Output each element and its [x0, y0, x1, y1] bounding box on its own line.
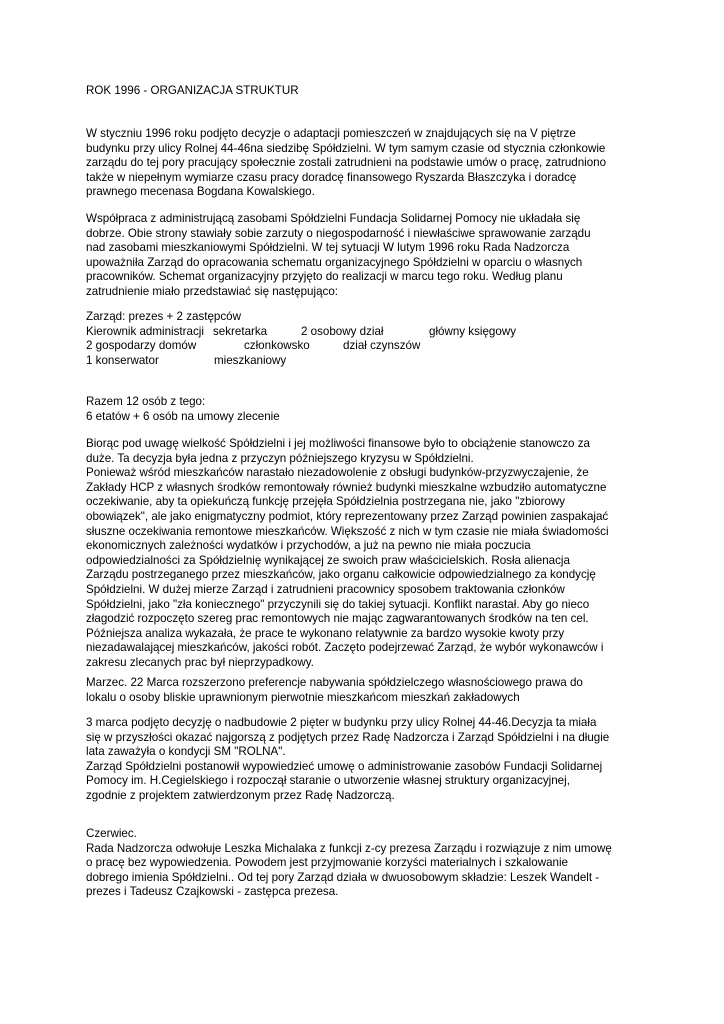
text-line: lokalu o osoby bliskie uprawnionym pierwotnie mieszkańcom mieszkań zakładowych	[86, 690, 520, 704]
text-line: 3 marca podjęto decyzję o nadbudowie 2 pięter w budynku przy ulicy Rolnej 44-46.Decyzja ta miała	[86, 716, 597, 729]
text-line: Współpraca z administrującą zasobami Spółdzielni Fundacja Solidarnej Pomocy nie układała się	[86, 212, 581, 225]
text-line: Spółdzielni, jako "zła koniecznego" przyczynili się do takiej sytuacji. Konflikt narastał. Aby go nieco	[86, 597, 590, 611]
org-row-3	[86, 354, 646, 369]
org-structure	[86, 310, 646, 368]
text-line: Biorąc pod uwagę wielkość Spółdzielni i jej możliwości finansowe było to obciążenie stanowczo za	[86, 437, 590, 450]
text-line: Spółdzielni. W dużej mierze Zarząd i zatrudnieni pracownicy sposobem traktowania członków	[86, 582, 565, 596]
text-line: oczekiwanie, aby ta opiekuńczą funkcję przejęła Spółdzielnia postrzegana nie, jako "zbiorowy	[86, 495, 566, 509]
totals	[86, 395, 646, 424]
text-line: zatrudnienie miało przedstawiać się następująco:	[86, 284, 338, 298]
org-cell: Kierownik administracji	[86, 324, 204, 338]
text-line: 6 etatów + 6 osób na umowy zlecenie	[86, 409, 280, 423]
text-line: ekonomicznych zależności wydatków i przychodów, a już na pewno nie miała poczucia	[86, 539, 531, 553]
text-line: Czerwiec.	[86, 827, 137, 840]
text-line: Ponieważ wśród mieszkańców narastało niezadowolenie z obsługi budynków-przyzwyczajenie, że	[86, 466, 589, 480]
text-line: Rada Nadzorcza odwołuje Leszka Michalaka z funkcji z-cy prezesa Zarządu i rozwiązuje z nim umowę	[86, 841, 612, 855]
paragraph-3	[86, 437, 646, 671]
text-line: niezadawalającej mieszkańców, jakości robót. Zaczęto podejrzewać Zarząd, że wybór wykonawców i	[86, 641, 604, 655]
org-cell: członkowsko	[244, 339, 310, 353]
org-cell: sekretarka	[213, 324, 268, 338]
text-line: złagodzić rozpoczęto szereg prac remontowych nie mając zagwarantowanych środków na ten cel.	[86, 612, 589, 626]
text-line: Późniejsza analiza wykazała, że prace te wykonano relatywnie za bardzo wysokie kwoty przy	[86, 626, 565, 640]
text-line: zarządu do tej pory pracujący społecznie zostali zatrudnieni na podstawie umów o pracę, zatrudniono	[86, 156, 607, 170]
text-line: Zakłady HCP z własnych środków remontowały również budynki mieszkalne wzbudziło automatyczne	[86, 480, 607, 494]
text-line: upoważniła Zarząd do opracowania schematu organizacyjnego Spółdzielni w oparciu o własnych	[86, 255, 583, 269]
org-cell: mieszkaniowy	[214, 353, 287, 367]
text-line: lata zaważyła o kondycji SM "ROLNA".	[86, 745, 286, 759]
text-line: pracowników. Schemat organizacyjny przyjęto do realizacji w marcu tego roku. Według planu	[86, 270, 563, 284]
org-cell: 1 konserwator	[86, 353, 159, 367]
org-row-2	[86, 339, 646, 354]
text-line: Razem 12 osób z tego:	[86, 395, 206, 408]
paragraph-6	[86, 827, 646, 900]
text-line: Pomocy im. H.Cegielskiego i rozpoczął staranie o utworzenie własnej struktury organizacyjnej,	[86, 774, 570, 788]
org-zarzad: Zarząd: prezes + 2 zastępców	[86, 310, 241, 323]
paragraph-1	[86, 127, 646, 200]
text-line: Marzec. 22 Marca rozszerzono preferencje nabywania spółdzielczego własnościowego prawa do	[86, 676, 583, 689]
text-line: obowiązek", ale jako enigmatyczny podmiot, który reprezentowany przez Zarząd powinien zaspakajać	[86, 509, 609, 523]
org-row-1	[86, 325, 646, 340]
text-line: prawnego mecenasa Bogdana Kowalskiego.	[86, 185, 315, 199]
text-line: prezes i Tadeusz Czajkowski - zastępca prezesa.	[86, 885, 339, 899]
document-title: ROK 1996 - ORGANIZACJA STRUKTUR	[86, 84, 299, 97]
text-line: zakresu zlecanych prac był nieprzypadkowy.	[86, 655, 314, 669]
text-line: o pracę bez wypowiedzenia. Powodem jest przyjmowanie korzyści materialnych i szkalowanie	[86, 856, 568, 870]
text-line: się w przyszłości okazać najgorszą z podjętych przez Radę Nadzorcza i Zarząd Spółdzielni i na długie	[86, 730, 610, 744]
org-cell: 2 osobowy dział	[301, 324, 384, 338]
text-line: duże. Ta decyzja była jedna z przyczyn późniejszego kryzysu w Spółdzielni.	[86, 451, 474, 465]
paragraph-5	[86, 716, 646, 804]
text-line: odpowiedzialności za Spółdzielnię wynikającej ze swoich praw właścicielskich. Rosła alienacja	[86, 553, 570, 567]
text-line: zgodnie z projektem zatwierdzonym przez Radę Nadzorczą.	[86, 788, 395, 802]
paragraph-4	[86, 676, 646, 705]
text-line: W styczniu 1996 roku podjęto decyzje o adaptacji pomieszczeń w znajdujących się na V piętrze	[86, 127, 576, 140]
text-line: także w niepełnym wymiarze czasu pracy doradcę finansowego Ryszarda Błaszczyka i doradcę	[86, 170, 577, 184]
text-line: dobrego imienia Spółdzielni.. Od tej pory Zarząd działa w dwuosobowym składzie: Leszek Wandelt -	[86, 870, 600, 884]
text-line: dobrze. Obie strony stawiały sobie zarzuty o niegospodarność i niewłaściwe sprawowanie zarządu	[86, 226, 591, 240]
org-cell: 2 gospodarzy domów	[86, 339, 197, 353]
text-line: Zarząd Spółdzielni postanowił wypowiedzieć umowę o administrowanie zasobów Fundacji Solidarnej	[86, 759, 603, 773]
text-line: Zarządu postrzeganego przez mieszkańców, jako organu całkowicie odpowiedzialnego za kondycję	[86, 568, 596, 582]
org-cell: dział czynszów	[343, 339, 421, 353]
text-line: słuszne oczekiwania remontowe mieszkańców. Większość z nich w tym czasie nie miała świadomości	[86, 524, 609, 538]
org-cell: główny księgowy	[429, 324, 516, 338]
text-line: budynku przy ulicy Rolnej 44-46na siedzibę Spółdzielni. W tym samym czasie od stycznia członkowie	[86, 141, 606, 155]
paragraph-2	[86, 212, 646, 300]
text-line: nad zasobami mieszkaniowymi Spółdzielni. W tej sytuacji W lutym 1996 roku Rada Nadzorcza	[86, 241, 570, 255]
